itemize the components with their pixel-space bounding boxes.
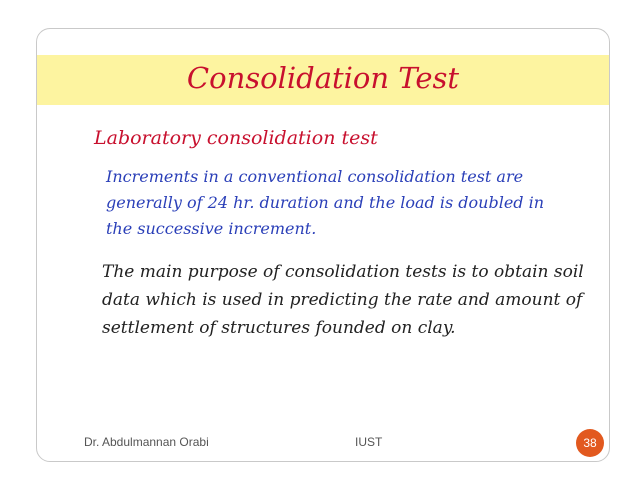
increments-line: generally of 24 hr. duration and the load is doubled in [106,193,545,212]
purpose-line: data which is used in predicting the rate and amount of [102,290,583,310]
increments-line: the successive increment. [106,219,317,238]
page-number-badge: 38 [576,429,604,457]
slide-title: Consolidation Test [186,61,460,95]
footer-institution: IUST [355,435,383,449]
purpose-line: The main purpose of consolidation tests is to obtain soil [102,262,584,282]
footer-author: Dr. Abdulmannan Orabi [84,435,209,449]
increments-paragraph [106,164,586,242]
purpose-paragraph [102,258,592,342]
purpose-line: settlement of structures founded on clay. [102,318,456,338]
increments-line: Increments in a conventional consolidation test are [106,167,524,186]
slide-subtitle: Laboratory consolidation test [94,127,378,149]
